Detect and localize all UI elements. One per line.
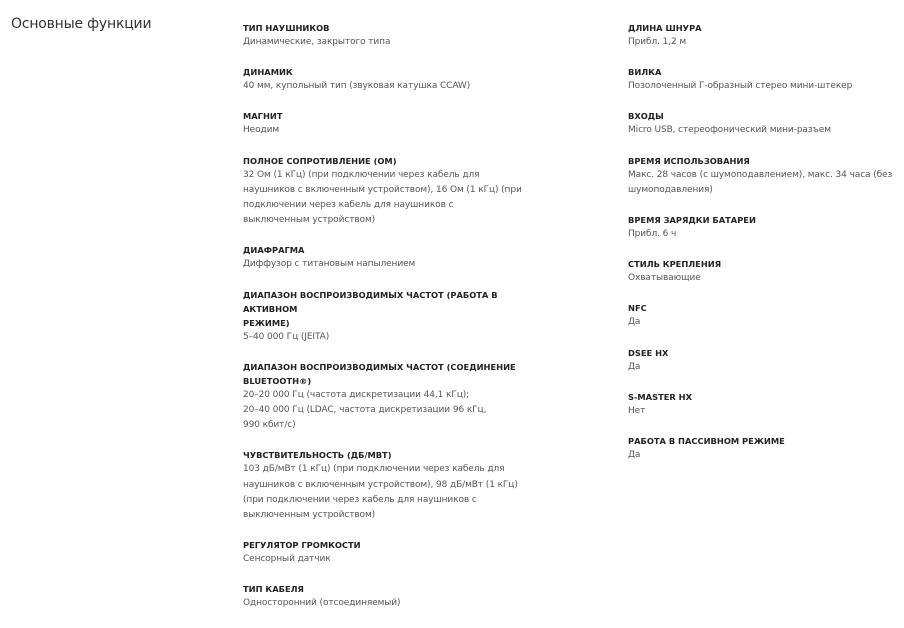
spec-label: ДИАПАЗОН ВОСПРОИЗВОДИМЫХ ЧАСТОТ (СОЕДИНЕНИЕ BLUETOOTH®) bbox=[243, 361, 516, 386]
spec-label: ВРЕМЯ ЗАРЯДКИ БАТАРЕИ bbox=[628, 215, 756, 226]
spec-passive-mode bbox=[628, 434, 903, 463]
spec-value: Макс. 28 часов (с шумоподавлением), макс. 34 часа (без шумоподавления) bbox=[628, 169, 893, 195]
spec-value: Охватывающие bbox=[628, 273, 701, 284]
spec-value: Позолоченный Г-образный стерео мини-штекер bbox=[628, 81, 853, 92]
spec-value: Диффузор с титановым напылением bbox=[243, 259, 416, 270]
spec-label: ТИП НАУШНИКОВ bbox=[243, 23, 330, 33]
section-title: Основные функции bbox=[11, 16, 152, 32]
spec-label: DSEE HX bbox=[628, 347, 669, 358]
spec-nfc bbox=[628, 301, 903, 330]
spec-label: S-MASTER HX bbox=[628, 391, 693, 402]
spec-label: ДИНАМИК bbox=[243, 67, 293, 78]
specs-column-right bbox=[628, 21, 903, 478]
spec-headphone-type bbox=[243, 21, 533, 50]
spec-battery-life bbox=[628, 154, 903, 198]
spec-value: Да bbox=[628, 450, 641, 461]
spec-value: Неодим bbox=[243, 125, 280, 136]
spec-label: ВИЛКА bbox=[628, 67, 662, 78]
spec-label: ВХОДЫ bbox=[628, 111, 664, 122]
spec-label: СТИЛЬ КРЕПЛЕНИЯ bbox=[628, 259, 722, 270]
spec-label: ДИАФРАГМА bbox=[243, 245, 305, 256]
spec-label: МАГНИТ bbox=[243, 111, 283, 122]
spec-label: NFC bbox=[628, 303, 647, 314]
spec-driver bbox=[243, 65, 533, 94]
spec-value: Да bbox=[628, 317, 641, 328]
spec-frequency-response-active bbox=[243, 288, 533, 345]
spec-value: Прибл. 6 ч bbox=[628, 229, 677, 240]
spec-sensitivity bbox=[243, 448, 533, 523]
spec-value: Односторонний (отсоединяемый) bbox=[243, 598, 401, 609]
spec-value: Нет bbox=[628, 405, 646, 416]
spec-value: Сенсорный датчик bbox=[243, 554, 331, 565]
spec-plug bbox=[628, 65, 903, 94]
spec-value: Micro USB, стереофонический мини-разъем bbox=[628, 125, 831, 136]
spec-inputs bbox=[628, 109, 903, 138]
spec-cord-length bbox=[628, 21, 903, 50]
spec-value: Прибл. 1,2 м bbox=[628, 37, 687, 47]
spec-value: 40 мм, купольный тип (звуковая катушка CCAW) bbox=[243, 81, 471, 92]
spec-label: ДИАПАЗОН ВОСПРОИЗВОДИМЫХ ЧАСТОТ (РАБОТА В АКТИВНОМ РЕЖИМЕ) bbox=[243, 289, 498, 328]
spec-volume-control bbox=[243, 538, 533, 567]
spec-value: Да bbox=[628, 361, 641, 372]
spec-value: 5–40 000 Гц (JEITA) bbox=[243, 331, 330, 342]
spec-label: ВРЕМЯ ИСПОЛЬЗОВАНИЯ bbox=[628, 155, 750, 166]
spec-magnet bbox=[243, 109, 533, 138]
spec-cable-type bbox=[243, 582, 533, 611]
spec-label: ЧУВСТВИТЕЛЬНОСТЬ (ДБ/МВТ) bbox=[243, 450, 392, 461]
spec-value: 103 дБ/мВт (1 кГц) (при подключении через кабель для наушников с включенным устройством), 98 дБ/мВт (1 кГц) (при подключении через кабель для наушников с выключенным устройством) bbox=[243, 464, 518, 521]
spec-label: РЕГУЛЯТОР ГРОМКОСТИ bbox=[243, 540, 361, 551]
spec-dsee-hx bbox=[628, 346, 903, 375]
spec-value: 20–20 000 Гц (частота дискретизации 44,1 кГц); 20–40 000 Гц (LDAC, частота дискретизации 96 кГц, 990 кбит/с) bbox=[243, 389, 487, 431]
spec-diaphragm bbox=[243, 243, 533, 272]
spec-label: ДЛИНА ШНУРА bbox=[628, 23, 702, 33]
spec-label: ПОЛНОЕ СОПРОТИВЛЕНИЕ (ОМ) bbox=[243, 155, 397, 166]
spec-s-master-hx bbox=[628, 390, 903, 419]
spec-impedance bbox=[243, 154, 533, 229]
spec-wearing-style bbox=[628, 257, 903, 286]
spec-value: 32 Ом (1 кГц) (при подключении через кабель для наушников с включенным устройством), 16 Ом (1 кГц) (при подключении через кабель для наушников с выключенным устройством) bbox=[243, 169, 522, 226]
specs-column-left bbox=[243, 21, 533, 627]
spec-label: ТИП КАБЕЛЯ bbox=[243, 584, 304, 595]
spec-label: РАБОТА В ПАССИВНОМ РЕЖИМЕ bbox=[628, 436, 785, 447]
spec-value: Динамические, закрытого типа bbox=[243, 37, 391, 47]
spec-charging-time bbox=[628, 213, 903, 242]
spec-frequency-response-bluetooth bbox=[243, 360, 533, 434]
